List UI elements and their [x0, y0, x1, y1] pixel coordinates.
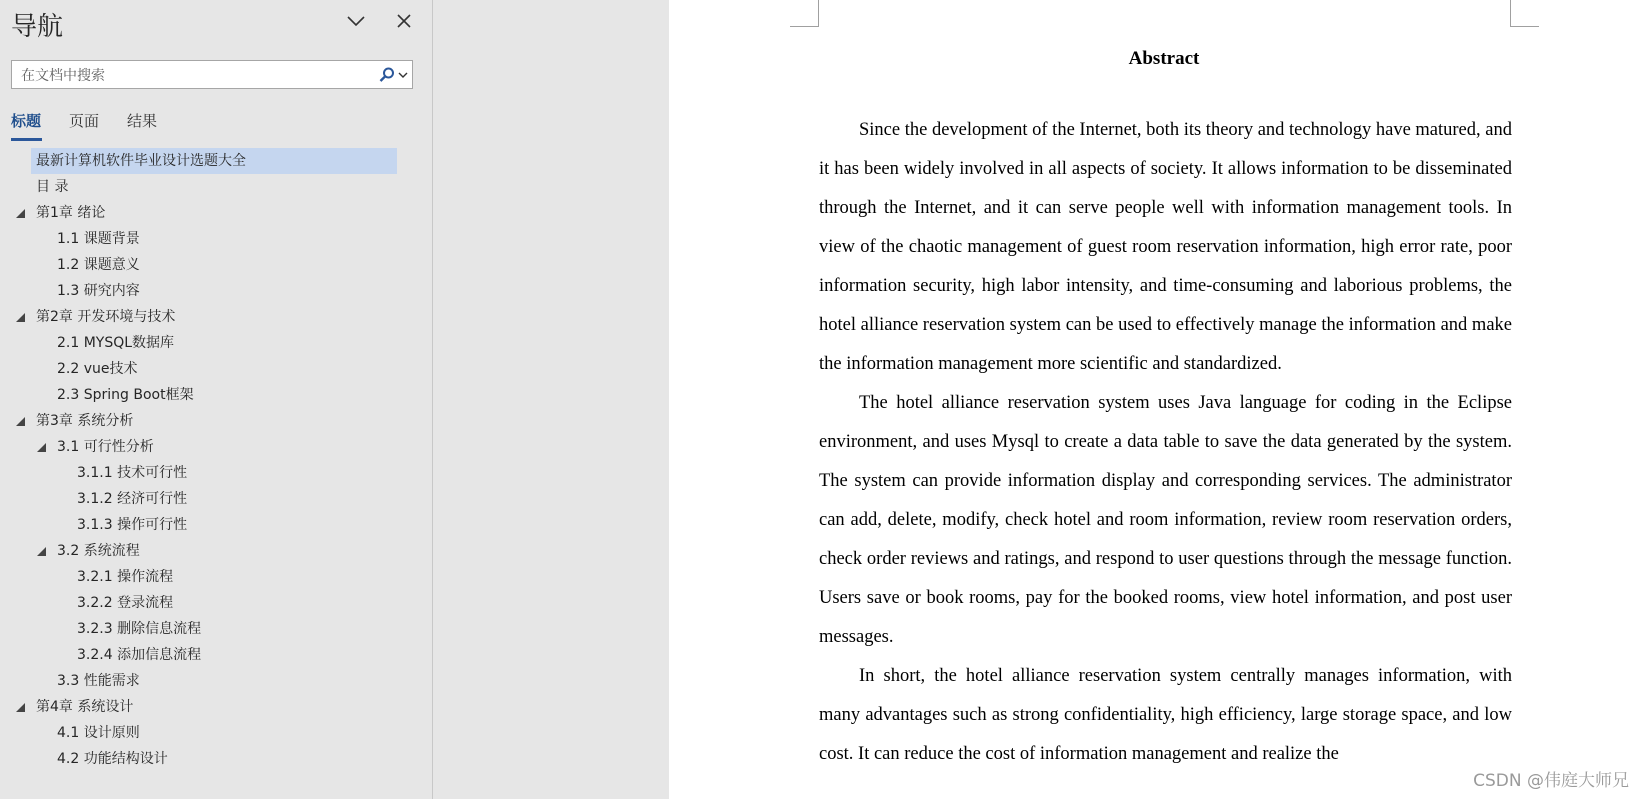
outline-item-label: 2.1 MYSQL数据库	[57, 335, 175, 351]
watermark: CSDN @伟庭大师兄	[1473, 771, 1629, 791]
outline-item[interactable]	[0, 356, 433, 382]
paragraph: Since the development of the Internet, both its theory and technology have matured, and it has been widely involved in all aspects of society. It allows information to be disseminated through the Internet, and it can serve people well with information management tools. In view of the chaotic management of guest room reservation information, high error rate, poor information security, high labor intensity, and time-consuming and laborious problems, the hotel alliance reservation system can be used to effectively manage the information and make the information management more scientific and standardized.	[819, 120, 1512, 374]
outline-item[interactable]	[0, 512, 433, 538]
outline-item[interactable]	[0, 226, 433, 252]
paragraph: The hotel alliance reservation system uses Java language for coding in the Eclipse environment, and uses Mysql to create a data table to save the data generated by the system. The system can provide information display and corresponding services. The administrator can add, delete, modify, check hotel and room information, review room reservation orders, check order reviews and ratings, and respond to user questions through the message function. Users save or book rooms, pay for the booked rooms, view hotel information, and post user messages.	[819, 393, 1512, 647]
outline-item[interactable]	[0, 616, 433, 642]
outline-item-label: 目 录	[36, 179, 69, 195]
outline-item-label: 4.2 功能结构设计	[57, 751, 168, 767]
outline-item-label: 1.2 课题意义	[57, 257, 140, 273]
tab-results[interactable]: 结果	[127, 112, 158, 130]
outline-item[interactable]	[0, 460, 433, 486]
outline-item[interactable]	[0, 330, 433, 356]
outline-item[interactable]	[0, 486, 433, 512]
outline-item[interactable]	[0, 252, 433, 278]
paragraph: In short, the hotel alliance reservation system centrally manages information, with many advantages such as strong confidentiality, high efficiency, large storage space, and low cost. It can reduce the cost of information management and realize the	[819, 666, 1512, 764]
outline-item-label: 2.3 Spring Boot框架	[57, 387, 194, 403]
outline-item-label: 第4章 系统设计	[36, 699, 134, 715]
outline-item-label: 3.1.1 技术可行性	[77, 465, 188, 481]
search-box	[11, 60, 413, 89]
collapse-triangle-icon[interactable]	[16, 313, 25, 322]
outline-item[interactable]	[0, 304, 433, 330]
collapse-triangle-icon[interactable]	[16, 209, 25, 218]
navigation-pane	[0, 0, 433, 799]
outline-item-label: 最新计算机软件毕业设计选题大全	[36, 153, 246, 169]
outline-item[interactable]	[0, 200, 433, 226]
outline-item[interactable]	[0, 720, 433, 746]
outline-item-label: 3.1.3 操作可行性	[77, 517, 188, 533]
outline-item[interactable]	[0, 694, 433, 720]
outline-item-label: 1.3 研究内容	[57, 283, 140, 299]
outline-item[interactable]	[0, 642, 433, 668]
outline-item-label: 4.1 设计原则	[57, 725, 140, 741]
outline-item-label: 1.1 课题背景	[57, 231, 140, 247]
outline-item-label: 3.1 可行性分析	[57, 439, 154, 455]
collapse-triangle-icon[interactable]	[37, 443, 46, 452]
chevron-down-icon[interactable]	[344, 11, 368, 31]
outline-item[interactable]	[0, 174, 433, 200]
search-icon[interactable]	[378, 66, 396, 84]
outline-item[interactable]	[0, 564, 433, 590]
heading-outline	[0, 148, 433, 784]
tab-headings[interactable]: 标题	[11, 112, 42, 130]
collapse-triangle-icon[interactable]	[37, 547, 46, 556]
crop-mark-right	[1510, 0, 1539, 27]
outline-item[interactable]	[0, 278, 433, 304]
collapse-triangle-icon[interactable]	[16, 417, 25, 426]
outline-item-label: 3.2.3 删除信息流程	[77, 621, 202, 637]
outline-item[interactable]	[0, 746, 433, 772]
outline-item[interactable]	[0, 668, 433, 694]
outline-item[interactable]	[0, 382, 433, 408]
outline-item[interactable]	[0, 590, 433, 616]
abstract-body	[819, 111, 1512, 774]
collapse-triangle-icon[interactable]	[16, 703, 25, 712]
tab-pages[interactable]: 页面	[69, 112, 100, 130]
nav-pane-title: 导航	[11, 12, 64, 42]
outline-item-label: 3.2 系统流程	[57, 543, 140, 559]
search-input[interactable]	[19, 65, 373, 87]
active-tab-indicator	[11, 138, 42, 141]
abstract-heading: Abstract	[1128, 48, 1200, 69]
canvas-background	[433, 0, 669, 799]
outline-item[interactable]	[0, 408, 433, 434]
outline-item-label: 3.2.4 添加信息流程	[77, 647, 202, 663]
outline-item-label: 2.2 vue技术	[57, 361, 138, 377]
search-options-dropdown-icon[interactable]	[398, 70, 408, 80]
outline-item-label: 3.1.2 经济可行性	[77, 491, 188, 507]
outline-item-label: 3.3 性能需求	[57, 673, 140, 689]
outline-item-label: 3.2.2 登录流程	[77, 595, 174, 611]
outline-item-label: 3.2.1 操作流程	[77, 569, 174, 585]
outline-item[interactable]	[0, 538, 433, 564]
outline-item[interactable]	[0, 434, 433, 460]
outline-item-label: 第3章 系统分析	[36, 413, 134, 429]
crop-mark-left	[790, 0, 819, 27]
document-page[interactable]	[669, 0, 1637, 799]
outline-item-label: 第2章 开发环境与技术	[36, 309, 176, 325]
outline-item-label: 第1章 绪论	[36, 205, 106, 221]
close-icon[interactable]	[394, 11, 414, 31]
nav-tabs	[11, 110, 411, 144]
outline-item[interactable]	[0, 148, 433, 174]
